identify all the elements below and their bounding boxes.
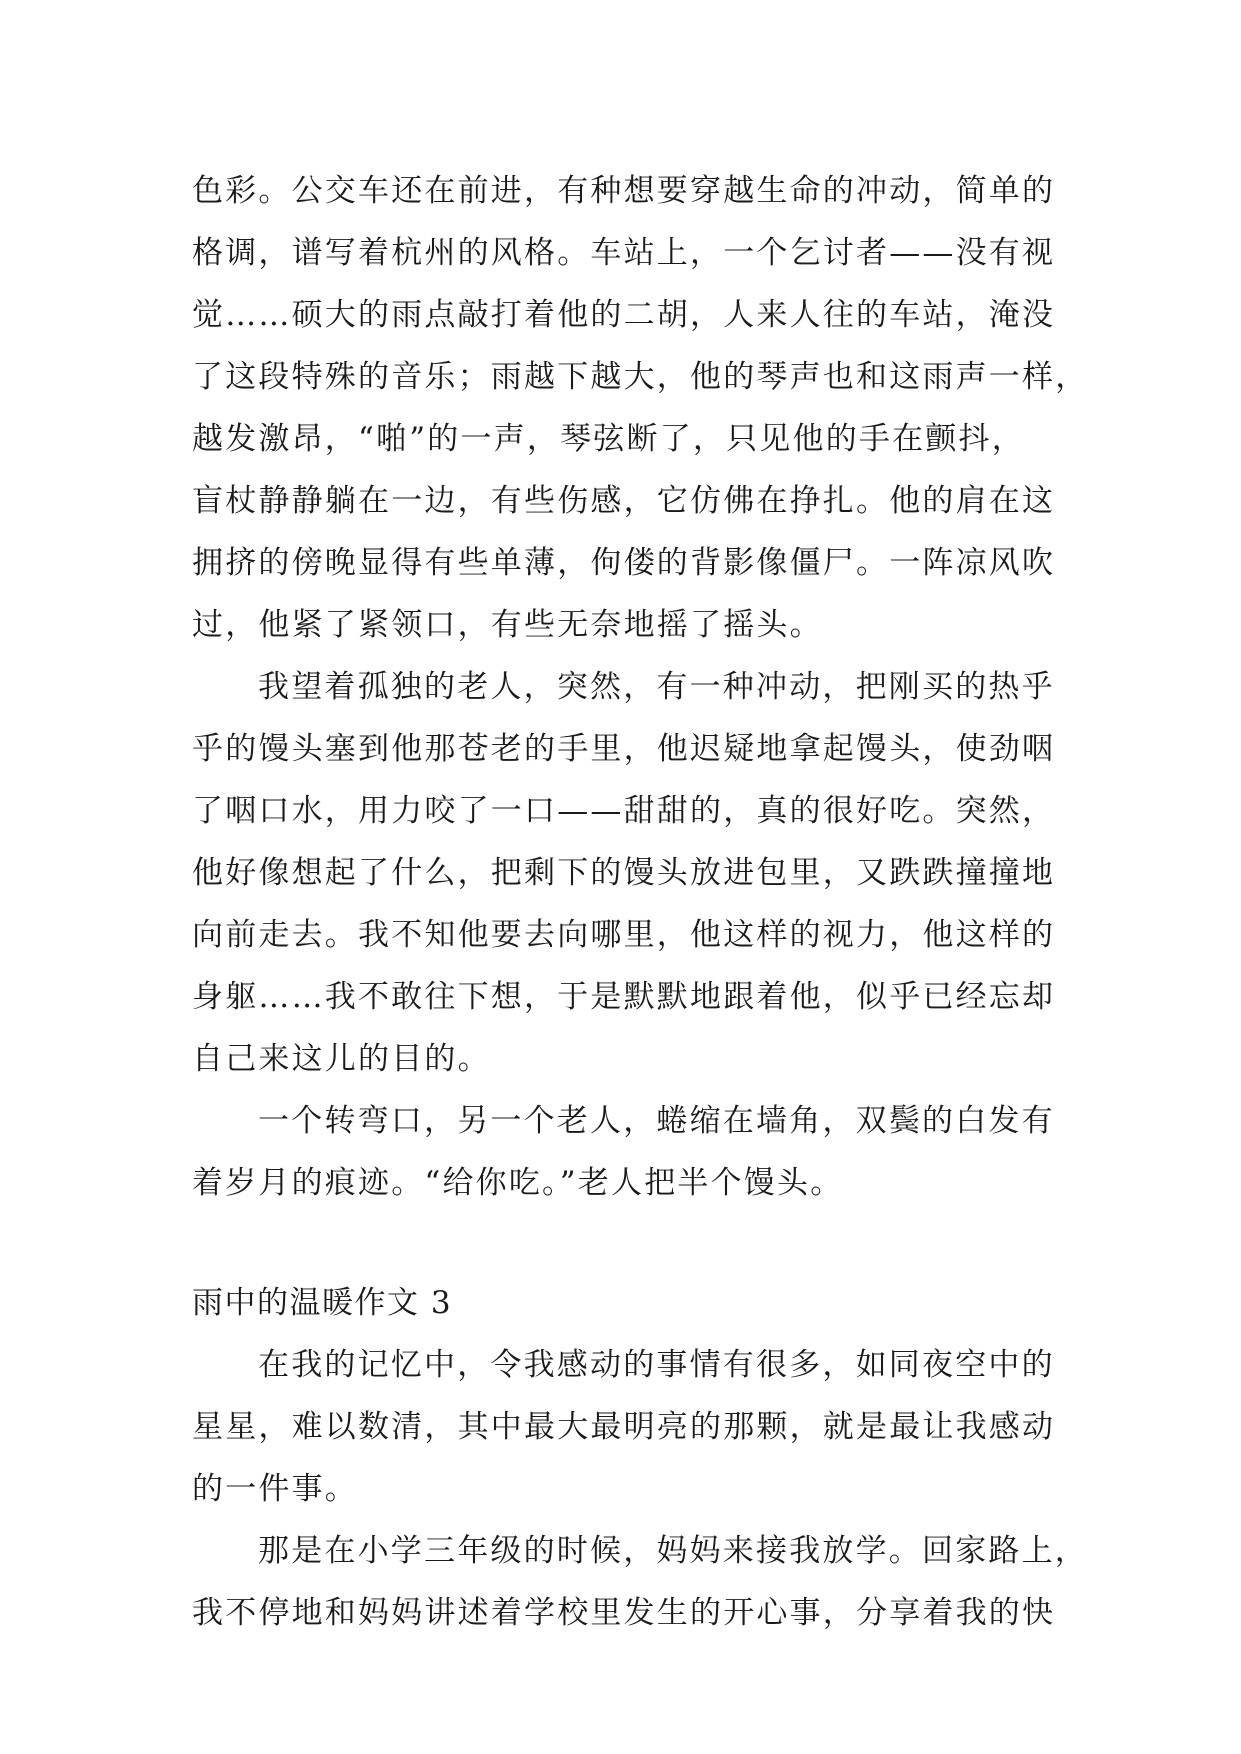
text-line: 他好像想起了什么，把剩下的馒头放进包里，又跌跌撞撞地: [192, 855, 1056, 891]
text-line: 了咽口水，用力咬了一口——甜甜的，真的很好吃。突然，: [192, 793, 1056, 829]
text-line: 着岁月的痕迹。“给你吃。”老人把半个馒头。: [192, 1165, 844, 1201]
text-line: 星星，难以数清，其中最大最明亮的那颗，就是最让我感动: [192, 1409, 1056, 1445]
essay-heading: 雨中的温暖作文 3: [192, 1285, 453, 1321]
text-line: 自己来这儿的目的。: [192, 1041, 491, 1077]
text-line: 拥挤的傍晚显得有些单薄，佝偻的背影像僵尸。一阵凉风吹: [192, 545, 1056, 581]
text-line: 身躯……我不敢往下想，于是默默地跟着他，似乎已经忘却: [192, 979, 1056, 1015]
text-line: 的一件事。: [192, 1471, 358, 1507]
text-line: 那是在小学三年级的时候，妈妈来接我放学。回家路上，: [258, 1533, 1088, 1569]
paragraph-5: [192, 1520, 1088, 1644]
text-line: 格调，谱写着杭州的风格。车站上，一个乞讨者——没有视: [192, 235, 1056, 271]
text-line: 觉……硕大的雨点敲打着他的二胡，人来人往的车站，淹没: [192, 297, 1056, 333]
text-line: 盲杖静静躺在一边，有些伤感，它仿佛在挣扎。他的肩在这: [192, 483, 1056, 519]
text-line: 乎的馒头塞到他那苍老的手里，他迟疑地拿起馒头，使劲咽: [192, 731, 1056, 767]
text-line: 过，他紧了紧领口，有些无奈地摇了摇头。: [192, 607, 823, 643]
paragraph-1: [192, 160, 1089, 656]
text-line: 越发激昂，“啪”的一声，琴弦断了，只见他的手在颤抖，: [192, 421, 1025, 457]
text-line: 一个转弯口，另一个老人，蜷缩在墙角，双鬓的白发有: [258, 1103, 1055, 1139]
section-gap: [192, 1214, 1072, 1272]
text-line: 了这段特殊的音乐；雨越下越大，他的琴声也和这雨声一样，: [192, 359, 1089, 395]
text-line: 向前走去。我不知他要去向哪里，他这样的视力，他这样的: [192, 917, 1056, 953]
paragraph-4: [192, 1334, 1072, 1520]
text-line: 我望着孤独的老人，突然，有一种冲动，把刚买的热乎: [258, 669, 1055, 705]
document-page: [192, 160, 1089, 1644]
paragraph-2: [192, 656, 1072, 1090]
text-line: 在我的记忆中，令我感动的事情有很多，如同夜空中的: [258, 1347, 1055, 1383]
text-line: 色彩。公交车还在前进，有种想要穿越生命的冲动，简单的: [192, 173, 1056, 209]
text-line: 我不停地和妈妈讲述着学校里发生的开心事，分享着我的快: [192, 1595, 1056, 1631]
paragraph-3: [192, 1090, 1072, 1214]
